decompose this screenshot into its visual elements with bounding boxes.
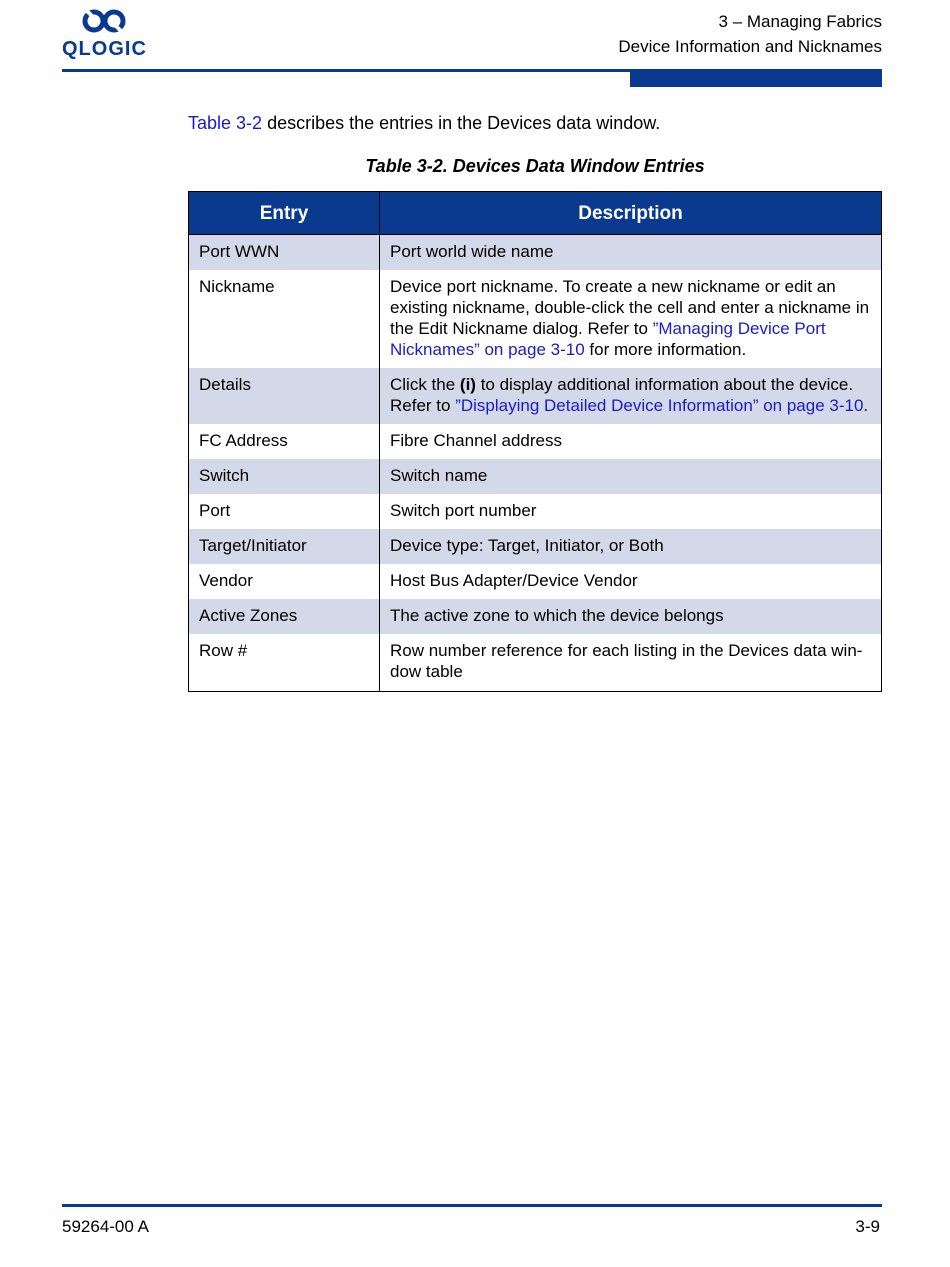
table-caption: Table 3-2. Devices Data Window Entries xyxy=(365,156,705,176)
managing-nicknames-link[interactable]: ”Managing Device Port Nicknames” on page 3-10 xyxy=(390,319,826,359)
description-text: for more information. xyxy=(584,340,747,359)
footer-rule xyxy=(62,1204,882,1207)
document-number: 59264-00 A xyxy=(62,1217,149,1236)
logo-text: QLOGIC xyxy=(62,38,147,60)
entry-cell: Vendor xyxy=(189,564,380,599)
entry-cell: Port xyxy=(189,494,380,529)
table-row xyxy=(189,634,882,692)
table-row xyxy=(189,494,882,529)
description-cell: Fibre Channel address xyxy=(380,424,882,459)
description-cell: Port world wide name xyxy=(380,235,882,271)
column-header-description: Description xyxy=(380,192,882,235)
table-reference-link[interactable]: Table 3-2 xyxy=(188,113,263,133)
entry-cell: FC Address xyxy=(189,424,380,459)
table-header-row xyxy=(189,192,882,235)
detailed-device-info-link[interactable]: ”Displaying Detailed Device Information” on page 3-10 xyxy=(455,396,864,415)
description-cell: Switch name xyxy=(380,459,882,494)
running-header xyxy=(618,9,882,59)
description-cell xyxy=(380,270,882,368)
table-row xyxy=(189,564,882,599)
table-row xyxy=(189,599,882,634)
entry-cell: Details xyxy=(189,368,380,424)
description-cell: Switch port number xyxy=(380,494,882,529)
table-row xyxy=(189,270,882,368)
description-cell: Device type: Target, Initiator, or Both xyxy=(380,529,882,564)
description-text: to display additional information about the device. Refer to xyxy=(390,375,854,415)
intro-text: describes the entries in the Devices data window. xyxy=(262,113,661,133)
description-cell: Row number reference for each listing in the Devices data win-dow table xyxy=(380,634,882,692)
devices-entries-table xyxy=(188,191,882,692)
section-title: Device Information and Nicknames xyxy=(618,37,882,56)
description-text: Click the xyxy=(390,375,460,394)
intro-paragraph xyxy=(188,113,660,134)
table-row xyxy=(189,235,882,271)
table-row xyxy=(189,459,882,494)
page-number: 3-9 xyxy=(855,1217,880,1236)
chapter-title: 3 – Managing Fabrics xyxy=(718,12,882,31)
description-text: Device port nickname. To create a new nickname or edit an existing nickname, double-click the cell and enter a nickname in the Edit Nickname dialog. Refer to xyxy=(390,277,870,338)
header-accent-block xyxy=(630,69,882,87)
qlogic-logo-icon xyxy=(82,6,126,36)
entry-cell: Switch xyxy=(189,459,380,494)
description-cell: Host Bus Adapter/Device Vendor xyxy=(380,564,882,599)
table-row xyxy=(189,424,882,459)
entry-cell: Row # xyxy=(189,634,380,692)
table-row xyxy=(189,368,882,424)
entry-cell: Active Zones xyxy=(189,599,380,634)
entry-cell: Nickname xyxy=(189,270,380,368)
entry-cell: Target/Initiator xyxy=(189,529,380,564)
column-header-entry: Entry xyxy=(189,192,380,235)
description-cell xyxy=(380,368,882,424)
entry-cell: Port WWN xyxy=(189,235,380,271)
info-symbol-text: (i) xyxy=(459,375,476,394)
description-text: . xyxy=(863,396,869,415)
table-row xyxy=(189,529,882,564)
description-cell: The active zone to which the device belongs xyxy=(380,599,882,634)
qlogic-logo xyxy=(62,6,152,62)
